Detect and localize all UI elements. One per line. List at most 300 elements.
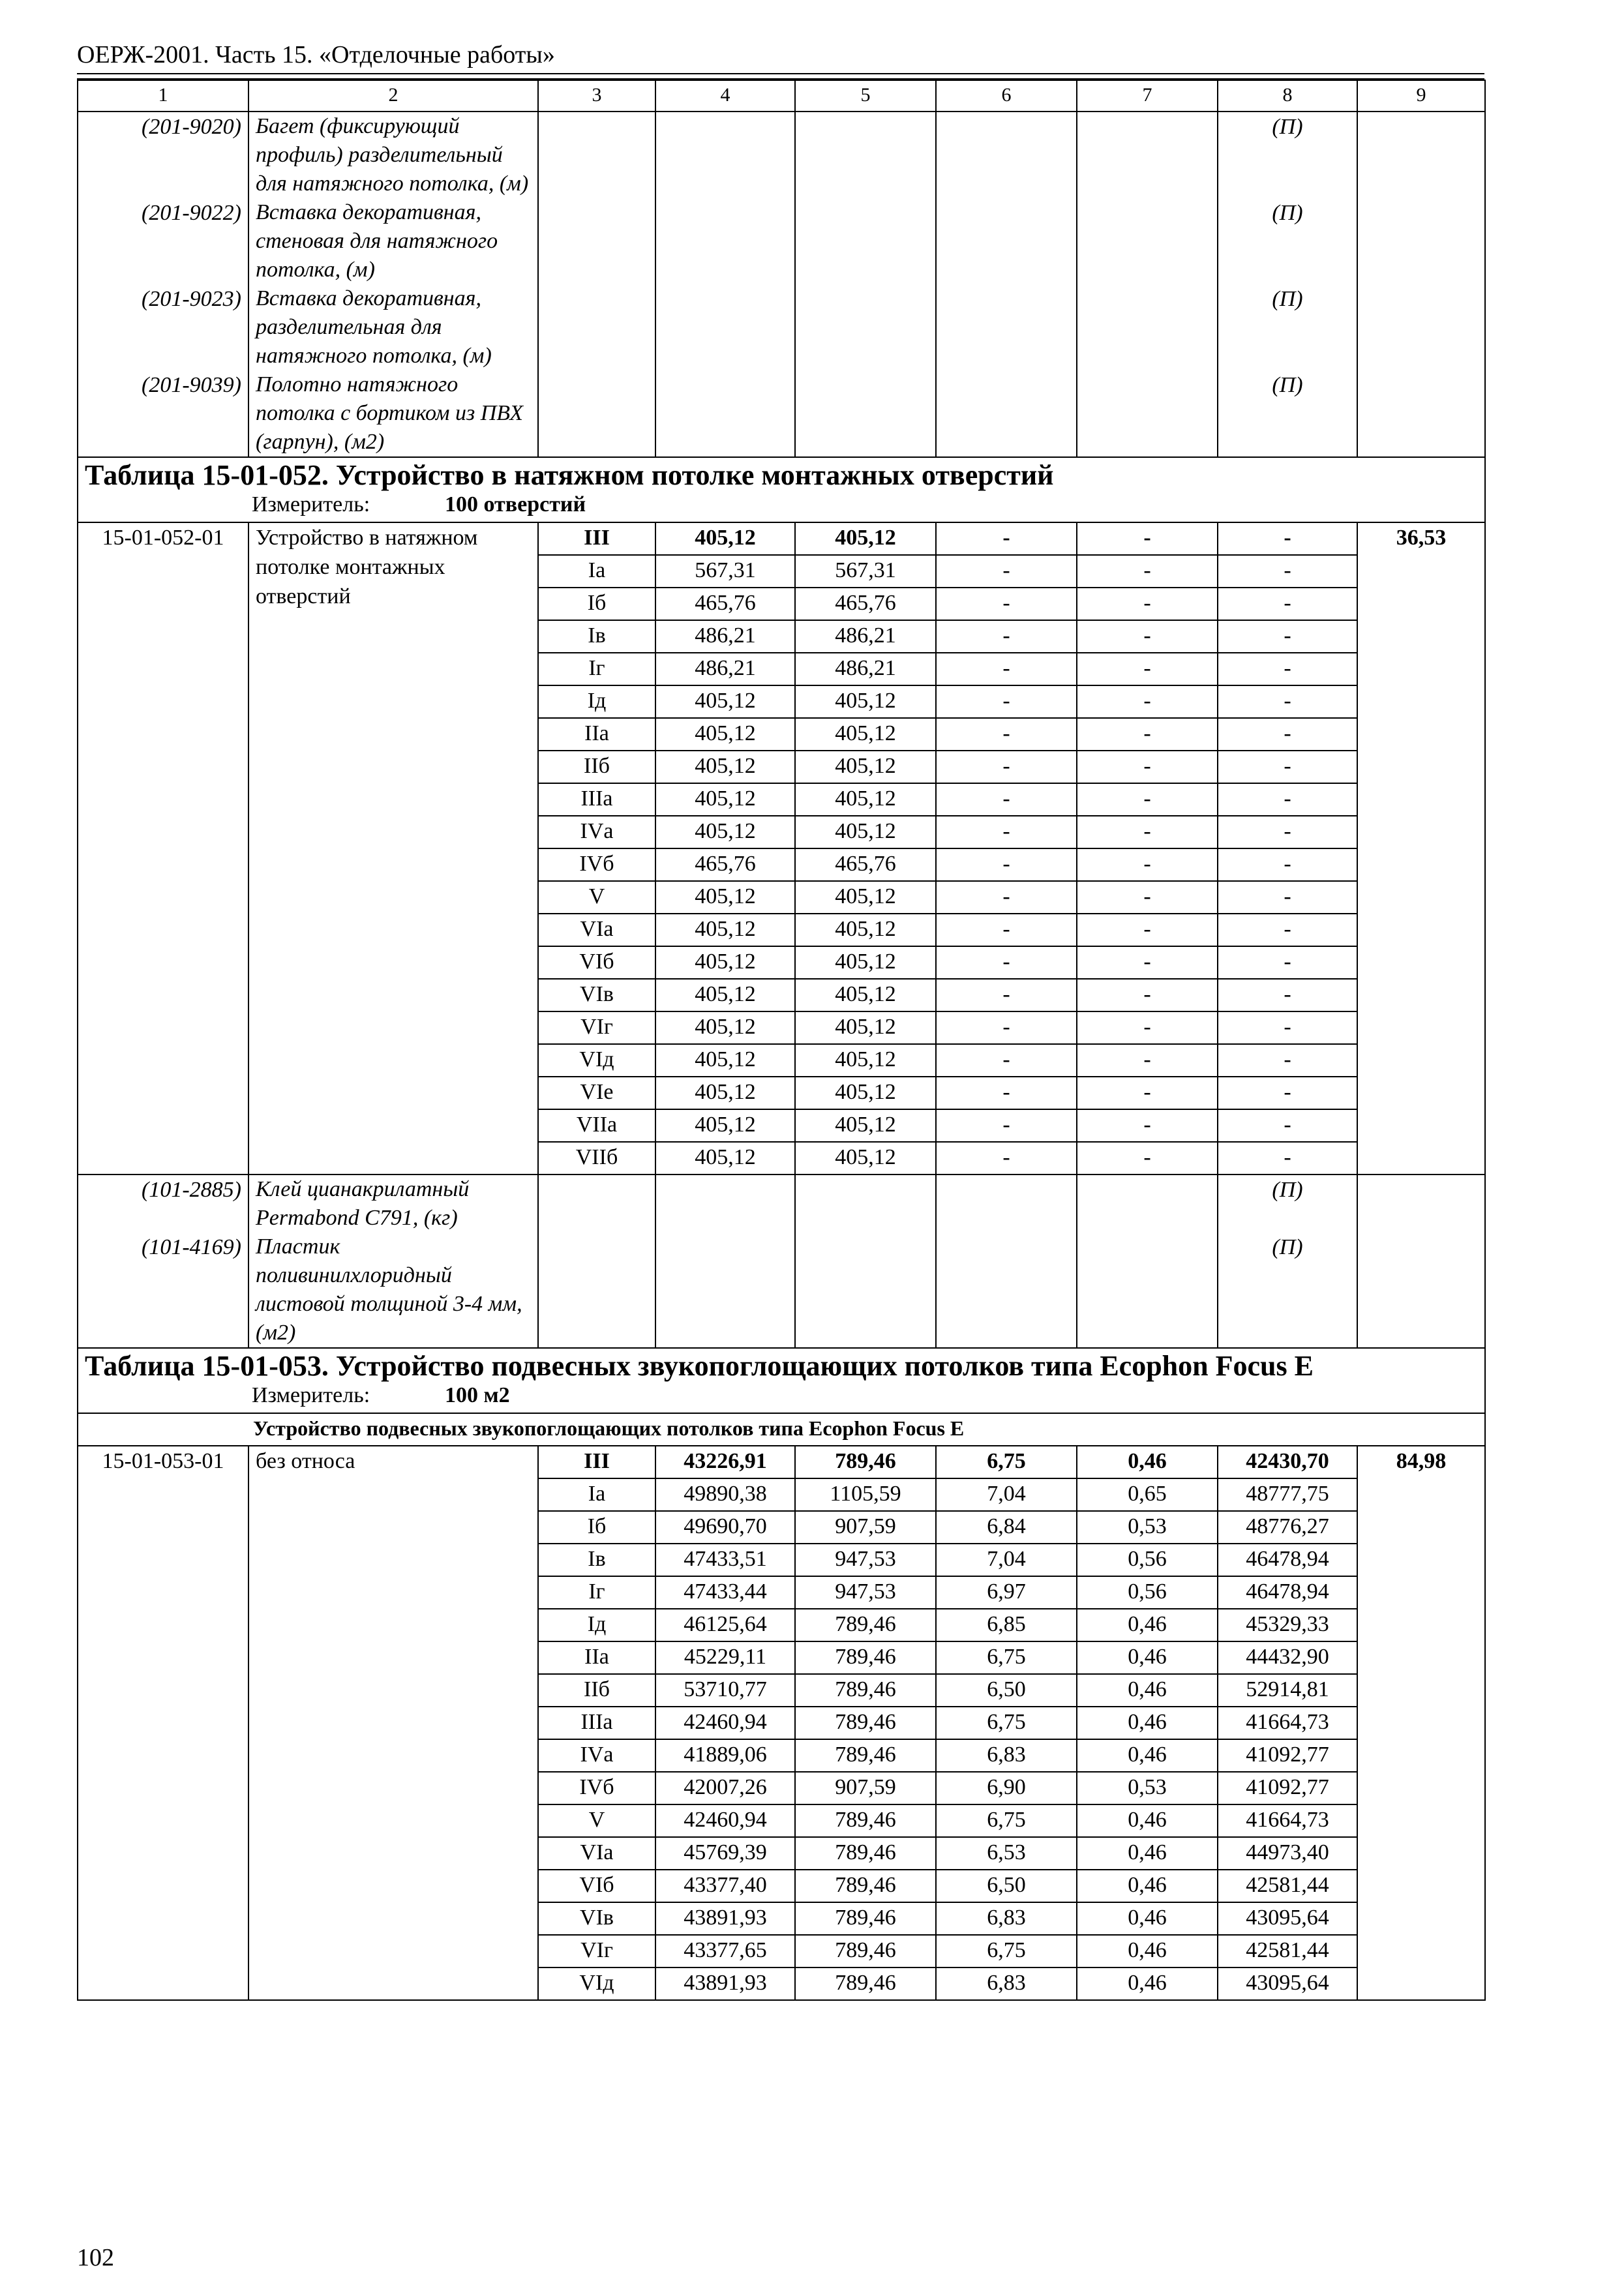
zone: Iг [538,653,655,685]
column-number: 5 [795,80,936,112]
value-col4: 405,12 [655,816,795,848]
value-col6: - [936,522,1077,555]
zone: VIв [538,979,655,1011]
value-col5: 789,46 [795,1804,936,1837]
table-title: Таблица 15-01-053. Устройство подвесных звукопоглощающих потолков типа Ecophon Focus E [78,1348,1485,1381]
value-col6: - [936,588,1077,620]
table-title-row [78,457,1485,490]
zone: Iд [538,685,655,718]
value-col6: 6,84 [936,1511,1077,1544]
empty-cell [655,198,795,284]
value-col4: 405,12 [655,522,795,555]
material-name: Клей цианакрилатный Permabond C791, (кг) [248,1174,538,1233]
column-number: 8 [1218,80,1357,112]
value-col5: 789,46 [795,1641,936,1674]
value-col6: 6,75 [936,1935,1077,1967]
empty-cell [936,284,1077,370]
empty-cell [795,198,936,284]
column-number: 3 [538,80,655,112]
empty-cell [1357,370,1485,457]
table-title: Таблица 15-01-052. Устройство в натяжном потолке монтажных отверстий [78,457,1485,490]
zone: IIIа [538,783,655,816]
value-col4: 47433,44 [655,1576,795,1609]
value-col8: - [1218,588,1357,620]
zone: VIе [538,1077,655,1109]
empty-cell [1077,198,1218,284]
value-col6: 6,83 [936,1739,1077,1772]
value-col7: 0,56 [1077,1576,1218,1609]
value-col8: - [1218,653,1357,685]
empty-cell [538,112,655,198]
table-body [78,80,1485,2000]
material-code: (101-4169) [78,1233,248,1348]
zone: IIб [538,751,655,783]
zone: Iб [538,588,655,620]
empty-cell [655,370,795,457]
value-col8: - [1218,620,1357,653]
value-col7: - [1077,816,1218,848]
empty-cell [795,1233,936,1348]
empty-cell [936,198,1077,284]
value-col7: 0,56 [1077,1544,1218,1576]
value-col8: - [1218,1011,1357,1044]
value-col6: - [936,1109,1077,1142]
empty-cell [936,1233,1077,1348]
value-col4: 405,12 [655,914,795,946]
value-col5: 405,12 [795,751,936,783]
value-col8: 44973,40 [1218,1837,1357,1870]
empty-cell [655,1174,795,1233]
zone: VIа [538,1837,655,1870]
value-col7: - [1077,946,1218,979]
material-code: (201-9039) [78,370,248,457]
empty-cell [795,284,936,370]
material-code: (101-2885) [78,1174,248,1233]
zone: VIв [538,1902,655,1935]
value-col6: 6,75 [936,1804,1077,1837]
value-col6: 6,83 [936,1967,1077,2000]
value-col7: - [1077,751,1218,783]
material-code: (201-9023) [78,284,248,370]
zone: Iд [538,1609,655,1641]
column-number: 2 [248,80,538,112]
value-col4: 405,12 [655,881,795,914]
value-col8: - [1218,1109,1357,1142]
empty-cell [1077,1233,1218,1348]
empty-cell [1357,112,1485,198]
material-unit-mark: (П) [1218,1174,1357,1233]
empty-cell [795,1174,936,1233]
value-col4: 49890,38 [655,1478,795,1511]
material-row [78,1174,1485,1233]
value-col4: 486,21 [655,620,795,653]
value-col5: 405,12 [795,1077,936,1109]
value-col8: 41664,73 [1218,1804,1357,1837]
value-col4: 43891,93 [655,1902,795,1935]
value-col5: 405,12 [795,816,936,848]
zone: Iа [538,1478,655,1511]
value-col8: - [1218,1077,1357,1109]
zone: III [538,1446,655,1478]
norm-code: 15-01-053-01 [78,1446,248,2000]
page-number: 102 [77,2244,114,2271]
measure-value: 100 м2 [445,1383,510,1407]
value-col5: 465,76 [795,848,936,881]
zone: Iв [538,620,655,653]
value-col5: 1105,59 [795,1478,936,1511]
value-col7: 0,46 [1077,1935,1218,1967]
zone: IIа [538,1641,655,1674]
column-number: 6 [936,80,1077,112]
value-col5: 405,12 [795,914,936,946]
value-col8: - [1218,979,1357,1011]
value-col6: - [936,881,1077,914]
value-col6: - [936,979,1077,1011]
norms-table [77,80,1486,2001]
value-col6: 6,50 [936,1870,1077,1902]
value-col6: - [936,1077,1077,1109]
value-col5: 405,12 [795,783,936,816]
empty-cell [795,112,936,198]
value-col7: - [1077,555,1218,588]
zone: IVа [538,816,655,848]
norm-row [78,522,1485,555]
value-col6: - [936,914,1077,946]
value-col4: 42007,26 [655,1772,795,1804]
value-col8: 42581,44 [1218,1935,1357,1967]
measure-label: Измеритель: [252,1383,370,1407]
zone: IIб [538,1674,655,1707]
value-col6: - [936,783,1077,816]
value-col4: 405,12 [655,751,795,783]
value-col5: 789,46 [795,1870,936,1902]
value-col5: 789,46 [795,1446,936,1478]
value-col8: 45329,33 [1218,1609,1357,1641]
value-col6: - [936,653,1077,685]
zone: VIд [538,1044,655,1077]
value-col8: 41092,77 [1218,1772,1357,1804]
value-col5: 907,59 [795,1511,936,1544]
value-col9: 84,98 [1357,1446,1485,2000]
value-col5: 789,46 [795,1902,936,1935]
empty-cell [1357,198,1485,284]
zone: V [538,1804,655,1837]
value-col4: 45229,11 [655,1641,795,1674]
value-col6: - [936,620,1077,653]
value-col4: 465,76 [655,848,795,881]
value-col8: 46478,94 [1218,1544,1357,1576]
value-col4: 42460,94 [655,1804,795,1837]
value-col8: 41092,77 [1218,1739,1357,1772]
value-col8: 48777,75 [1218,1478,1357,1511]
value-col6: 6,50 [936,1674,1077,1707]
value-col8: 48776,27 [1218,1511,1357,1544]
value-col4: 405,12 [655,946,795,979]
empty-cell [1077,112,1218,198]
value-col4: 43226,91 [655,1446,795,1478]
value-col5: 405,12 [795,1109,936,1142]
value-col7: 0,65 [1077,1478,1218,1511]
value-col7: - [1077,1142,1218,1174]
value-col5: 405,12 [795,946,936,979]
zone: V [538,881,655,914]
material-unit-mark: (П) [1218,284,1357,370]
value-col7: - [1077,979,1218,1011]
value-col8: 43095,64 [1218,1902,1357,1935]
material-unit-mark: (П) [1218,370,1357,457]
value-col8: - [1218,881,1357,914]
material-row [78,1233,1485,1348]
measure-row [78,1381,1485,1413]
zone: Iг [538,1576,655,1609]
zone: VIб [538,946,655,979]
value-col7: 0,46 [1077,1707,1218,1739]
table-title-row [78,1348,1485,1381]
value-col4: 405,12 [655,1011,795,1044]
value-col4: 41889,06 [655,1739,795,1772]
value-col6: 6,83 [936,1902,1077,1935]
empty-cell [936,370,1077,457]
value-col7: - [1077,848,1218,881]
value-col7: - [1077,1077,1218,1109]
value-col7: - [1077,881,1218,914]
value-col4: 405,12 [655,1109,795,1142]
value-col4: 45769,39 [655,1837,795,1870]
value-col7: 0,46 [1077,1804,1218,1837]
value-col8: - [1218,1142,1357,1174]
value-col5: 405,12 [795,522,936,555]
value-col6: - [936,751,1077,783]
value-col4: 567,31 [655,555,795,588]
value-col5: 405,12 [795,1044,936,1077]
empty-cell [1077,370,1218,457]
zone: VIIа [538,1109,655,1142]
value-col6: - [936,848,1077,881]
zone: VIб [538,1870,655,1902]
zone: VIг [538,1011,655,1044]
value-col5: 789,46 [795,1837,936,1870]
zone: VIг [538,1935,655,1967]
value-col7: - [1077,718,1218,751]
material-row [78,284,1485,370]
value-col7: 0,46 [1077,1870,1218,1902]
value-col6: - [936,816,1077,848]
value-col5: 947,53 [795,1576,936,1609]
value-col4: 43377,65 [655,1935,795,1967]
section-title: Устройство подвесных звукопоглощающих потолков типа Ecophon Focus E [78,1413,1485,1446]
empty-cell [1077,284,1218,370]
empty-cell [1357,1174,1485,1233]
value-col5: 405,12 [795,881,936,914]
value-col4: 405,12 [655,1142,795,1174]
value-col8: - [1218,783,1357,816]
value-col4: 405,12 [655,979,795,1011]
empty-cell [538,370,655,457]
column-numbers-row [78,80,1485,112]
value-col4: 49690,70 [655,1511,795,1544]
value-col6: - [936,1142,1077,1174]
value-col7: 0,46 [1077,1641,1218,1674]
column-number: 9 [1357,80,1485,112]
value-col8: - [1218,914,1357,946]
value-col8: 43095,64 [1218,1967,1357,2000]
zone: VIд [538,1967,655,2000]
value-col7: 0,46 [1077,1837,1218,1870]
value-col5: 567,31 [795,555,936,588]
zone: IVб [538,848,655,881]
value-col5: 405,12 [795,1142,936,1174]
material-name: Вставка декоративная, разделительная для натяжного потолка, (м) [248,284,538,370]
value-col4: 405,12 [655,685,795,718]
value-col8: 46478,94 [1218,1576,1357,1609]
measure [78,490,1485,522]
material-name: Пластик поливинилхлоридный листовой толщиной 3-4 мм, (м2) [248,1233,538,1348]
value-col7: 0,46 [1077,1739,1218,1772]
value-col7: - [1077,914,1218,946]
zone: Iа [538,555,655,588]
value-col5: 907,59 [795,1772,936,1804]
measure [78,1381,1485,1413]
value-col4: 43377,40 [655,1870,795,1902]
value-col8: - [1218,685,1357,718]
zone: IIIа [538,1707,655,1739]
value-col7: - [1077,1011,1218,1044]
zone: III [538,522,655,555]
value-col5: 405,12 [795,1011,936,1044]
norm-name: без относа [248,1446,538,2000]
value-col4: 405,12 [655,1077,795,1109]
empty-cell [538,284,655,370]
value-col6: 6,75 [936,1707,1077,1739]
measure-label: Измеритель: [252,492,370,516]
value-col5: 405,12 [795,718,936,751]
value-col7: 0,46 [1077,1609,1218,1641]
material-name: Полотно натяжного потолка с бортиком из ПВХ (гарпун), (м2) [248,370,538,457]
value-col7: 0,46 [1077,1902,1218,1935]
value-col8: - [1218,718,1357,751]
value-col8: - [1218,1044,1357,1077]
value-col5: 789,46 [795,1609,936,1641]
value-col4: 53710,77 [655,1674,795,1707]
zone: Iб [538,1511,655,1544]
value-col6: 6,53 [936,1837,1077,1870]
zone: IIа [538,718,655,751]
zone: VIIб [538,1142,655,1174]
value-col7: 0,46 [1077,1674,1218,1707]
value-col8: 42430,70 [1218,1446,1357,1478]
empty-cell [1357,1233,1485,1348]
empty-cell [538,1174,655,1233]
value-col5: 405,12 [795,979,936,1011]
value-col6: 6,75 [936,1446,1077,1478]
column-number: 4 [655,80,795,112]
value-col8: 52914,81 [1218,1674,1357,1707]
material-row [78,112,1485,198]
value-col8: 44432,90 [1218,1641,1357,1674]
column-number: 7 [1077,80,1218,112]
value-col7: - [1077,588,1218,620]
value-col6: - [936,1044,1077,1077]
material-row [78,370,1485,457]
value-col5: 486,21 [795,620,936,653]
material-unit-mark: (П) [1218,198,1357,284]
empty-cell [655,1233,795,1348]
empty-cell [795,370,936,457]
value-col8: - [1218,522,1357,555]
zone: IVа [538,1739,655,1772]
value-col7: 0,46 [1077,1446,1218,1478]
value-col7: - [1077,685,1218,718]
empty-cell [655,112,795,198]
empty-cell [936,1174,1077,1233]
value-col5: 789,46 [795,1935,936,1967]
measure-row [78,490,1485,522]
value-col4: 486,21 [655,653,795,685]
material-code: (201-9020) [78,112,248,198]
value-col8: - [1218,946,1357,979]
section-row [78,1413,1485,1446]
empty-cell [1357,284,1485,370]
value-col5: 789,46 [795,1967,936,2000]
value-col7: - [1077,620,1218,653]
column-number: 1 [78,80,248,112]
value-col6: 7,04 [936,1544,1077,1576]
value-col6: 7,04 [936,1478,1077,1511]
value-col4: 465,76 [655,588,795,620]
value-col4: 42460,94 [655,1707,795,1739]
value-col7: - [1077,653,1218,685]
value-col5: 789,46 [795,1674,936,1707]
value-col7: 0,53 [1077,1511,1218,1544]
value-col4: 405,12 [655,718,795,751]
zone: IVб [538,1772,655,1804]
value-col7: - [1077,1109,1218,1142]
empty-cell [655,284,795,370]
value-col4: 46125,64 [655,1609,795,1641]
empty-cell [1077,1174,1218,1233]
norm-name: Устройство в натяжном потолке монтажных отверстий [248,522,538,1174]
value-col6: 6,90 [936,1772,1077,1804]
value-col6: 6,75 [936,1641,1077,1674]
value-col4: 43891,93 [655,1967,795,2000]
value-col4: 405,12 [655,1044,795,1077]
value-col8: - [1218,555,1357,588]
value-col8: 41664,73 [1218,1707,1357,1739]
value-col7: - [1077,1044,1218,1077]
header-rule [77,73,1484,74]
material-name: Вставка декоративная, стеновая для натяжного потолка, (м) [248,198,538,284]
measure-value: 100 отверстий [445,492,586,516]
value-col7: - [1077,783,1218,816]
value-col6: - [936,946,1077,979]
material-code: (201-9022) [78,198,248,284]
value-col7: 0,53 [1077,1772,1218,1804]
value-col6: - [936,555,1077,588]
material-name: Багет (фиксирующий профиль) разделительный для натяжного потолка, (м) [248,112,538,198]
value-col4: 47433,51 [655,1544,795,1576]
page-header: ОЕРЖ-2001. Часть 15. «Отделочные работы» [77,41,555,68]
value-col5: 947,53 [795,1544,936,1576]
empty-cell [538,1233,655,1348]
norm-code: 15-01-052-01 [78,522,248,1174]
empty-cell [936,112,1077,198]
value-col6: - [936,1011,1077,1044]
value-col8: - [1218,816,1357,848]
value-col6: 6,97 [936,1576,1077,1609]
value-col6: - [936,685,1077,718]
zone: Iв [538,1544,655,1576]
value-col6: 6,85 [936,1609,1077,1641]
